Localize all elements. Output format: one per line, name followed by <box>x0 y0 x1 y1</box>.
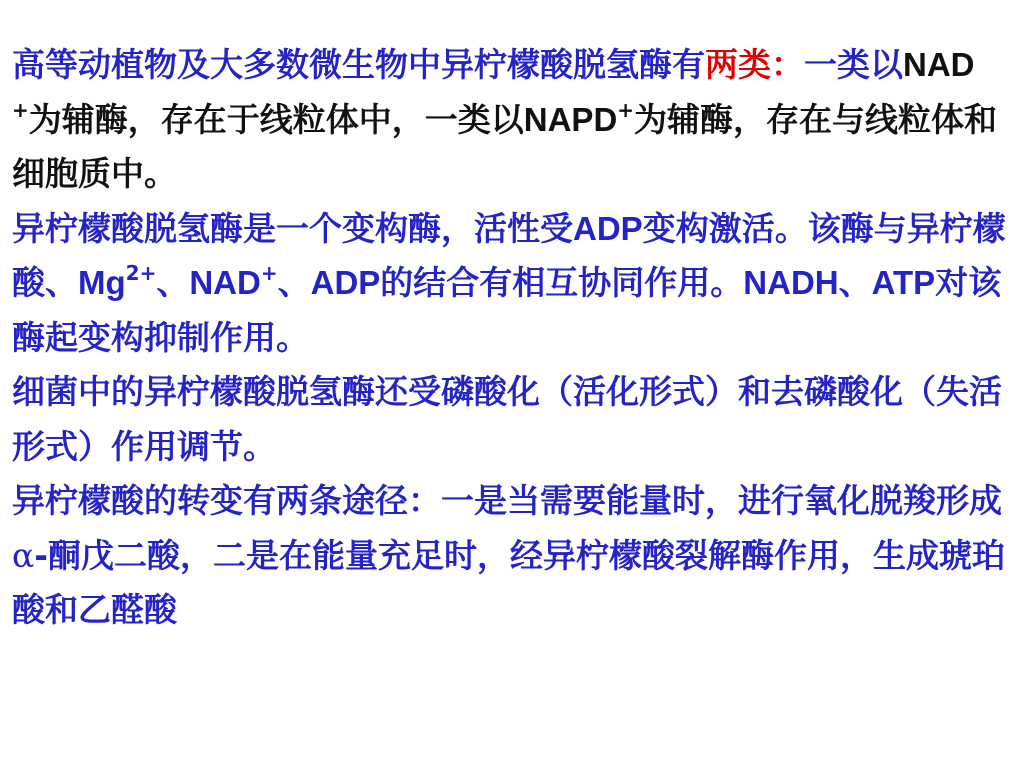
separator-2: 、 <box>277 263 311 302</box>
napd-superscript: + <box>617 97 635 122</box>
separator-3: 、 <box>838 263 872 302</box>
type-1-description: 为辅酶，存在于线粒体中，一类以 <box>28 99 524 139</box>
separator-1: 、 <box>156 263 190 302</box>
nadh-term: NADH <box>743 264 839 301</box>
napd-term: NAPD <box>523 100 618 138</box>
allosteric-sentence-3: 的结合有相互协同作用。 <box>380 263 744 302</box>
paragraph-pathways <box>12 474 1020 638</box>
nad-term: NAD <box>903 46 975 83</box>
nad-superscript-2: + <box>260 261 278 285</box>
nad-superscript: + <box>12 97 29 122</box>
allosteric-sentence-1: 异柠檬酸脱氢酶是一个变构酶，活性受 <box>12 208 573 248</box>
alpha-symbol: α <box>12 535 35 575</box>
mg-superscript: 2+ <box>125 261 157 285</box>
pathways-sentence-1: 异柠檬酸的转变有两条途径：一是当需要能量时，进行氧化脱羧形成 <box>12 481 1002 520</box>
slide-content <box>12 38 1020 638</box>
paragraph-1-intro: 高等动植物及大多数微生物中异柠檬酸脱氢酶有 <box>12 45 705 84</box>
paragraph-allosteric-regulation <box>12 202 1020 366</box>
phosphorylation-text: 细菌中的异柠檬酸脱氢酶还受磷酸化（活化形式）和去磷酸化（失活形式）作用调节。 <box>12 372 1002 466</box>
two-types-label: 两类： <box>705 45 804 84</box>
paragraph-phosphorylation <box>12 365 1020 474</box>
type-1-lead: 一类以 <box>804 45 903 84</box>
pathways-sentence-2: -酮戊二酸，二是在能量充足时，经异柠檬酸裂解酶作用，生成琥珀酸和乙醛酸 <box>12 535 1005 629</box>
adp-term-2: ADP <box>310 264 381 301</box>
allosteric-sentence-4: 对该酶起变构抑制作用。 <box>12 263 1002 357</box>
nad-term-2: NAD <box>189 264 261 301</box>
paragraph-isoenzymes <box>12 38 1020 202</box>
atp-term: ATP <box>871 264 936 301</box>
adp-term-1: ADP <box>573 209 643 247</box>
type-2-description: 为辅酶，存在与线粒体和细胞质中。 <box>12 99 998 193</box>
mg-term: Mg <box>78 264 126 301</box>
allosteric-sentence-2: 变构激活。该酶与异柠檬酸、 <box>12 208 1006 302</box>
